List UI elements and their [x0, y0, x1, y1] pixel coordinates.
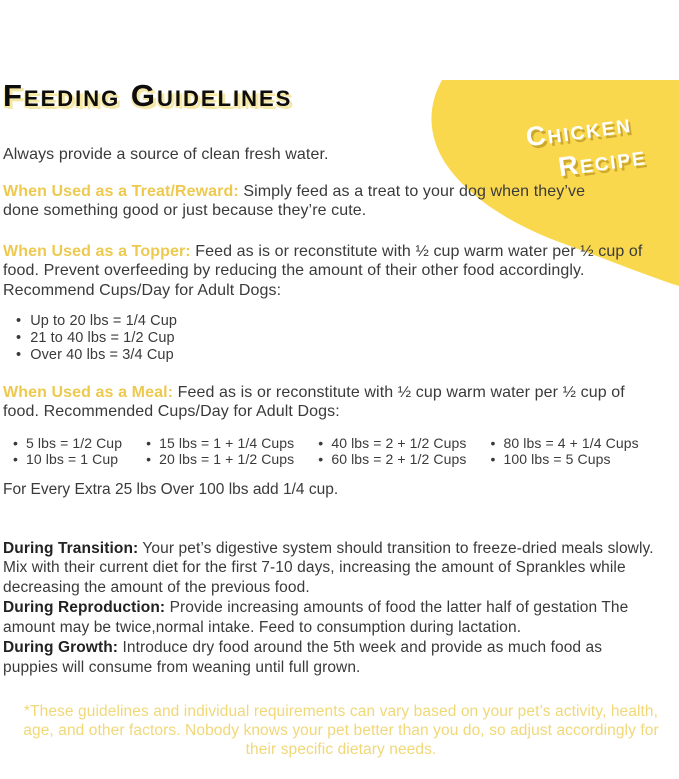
topper-bullet-item: • Up to 20 lbs = 1/4 Cup: [16, 313, 679, 330]
topper-bullet-list: [3, 313, 679, 363]
topper-section: [3, 242, 655, 301]
label-content: [0, 80, 679, 759]
page-title: Feeding Guidelines: [3, 78, 293, 113]
topper-bullet-item: • Over 40 lbs = 3/4 Cup: [16, 347, 679, 364]
care-notes: [3, 539, 661, 678]
reproduction-note-text: Provide increasing amounts of food the latter half of gestation The amount may be twice,normal intake. Feed to consumption during lactation.: [3, 599, 629, 636]
recipe-badge-line2: Recipe: [556, 139, 649, 182]
treat-section: [3, 182, 611, 221]
topper-bullet-item: • 21 to 40 lbs = 1/2 Cup: [16, 330, 679, 347]
meal-grid-column-2: [146, 435, 294, 468]
transition-note-text: Your pet’s digestive system should transition to freeze-dried meals slowly. Mix with their current diet for the first 7-10 days, increasing the amount of Sprankles while decreasing the amount of the previous food.: [3, 539, 654, 597]
growth-note-lead: During Growth:: [3, 638, 119, 656]
meal-serving-grid: [3, 435, 679, 468]
meal-grid-column-1: [13, 435, 122, 468]
disclaimer-footnote: *These guidelines and individual requirements can vary based on your pet’s activity, health, age, and other factors. Nobody knows your pet better than you do, so adjust accordingly for their specific dietary needs.: [23, 703, 659, 758]
meal-grid-column-3: [318, 435, 466, 468]
topper-section-lead: When Used as a Topper:: [3, 242, 191, 260]
treat-section-text: Simply feed as a treat to your dog when they’ve done something good or just because they’re cute.: [3, 182, 586, 220]
extra-weight-note: For Every Extra 25 lbs Over 100 lbs add 1/4 cup.: [3, 480, 339, 498]
meal-grid-column-4: [491, 435, 639, 468]
reproduction-note-lead: During Reproduction:: [3, 599, 166, 617]
transition-note-lead: During Transition:: [3, 539, 139, 557]
treat-section-lead: When Used as a Treat/Reward:: [3, 182, 239, 200]
feeding-guidelines-label: [0, 80, 679, 779]
recipe-badge-line1: Chicken: [524, 107, 635, 153]
meal-serving-item: • 60 lbs = 2 + 1/2 Cups: [318, 451, 466, 468]
intro-text: Always provide a source of clean fresh water.: [3, 146, 329, 163]
growth-note-text: Introduce dry food around the 5th week and provide as much food as puppies will consume from weaning until full grown.: [3, 638, 603, 676]
meal-serving-item: • 80 lbs = 4 + 1/4 Cups: [491, 435, 639, 452]
meal-section-text: Feed as is or reconstitute with ½ cup warm water per ½ cup of food. Recommended Cups/Day for Adult Dogs:: [3, 383, 625, 421]
meal-serving-item: • 5 lbs = 1/2 Cup: [13, 435, 122, 452]
transition-note: [3, 539, 661, 598]
growth-note: [3, 638, 661, 678]
topper-section-text: Feed as is or reconstitute with ½ cup warm water per ½ cup of food. Prevent overfeeding by reducing the amount of their other food accordingly. Recommend Cups/Day for Adult Dogs:: [3, 242, 643, 299]
meal-serving-item: • 15 lbs = 1 + 1/4 Cups: [146, 435, 294, 452]
meal-section-lead: When Used as a Meal:: [3, 383, 174, 401]
meal-serving-item: • 20 lbs = 1 + 1/2 Cups: [146, 451, 294, 468]
reproduction-note: [3, 598, 661, 638]
meal-serving-item: • 10 lbs = 1 Cup: [13, 451, 122, 468]
meal-serving-item: • 100 lbs = 5 Cups: [491, 451, 639, 468]
meal-section: [3, 383, 658, 422]
meal-serving-item: • 40 lbs = 2 + 1/2 Cups: [318, 435, 466, 452]
